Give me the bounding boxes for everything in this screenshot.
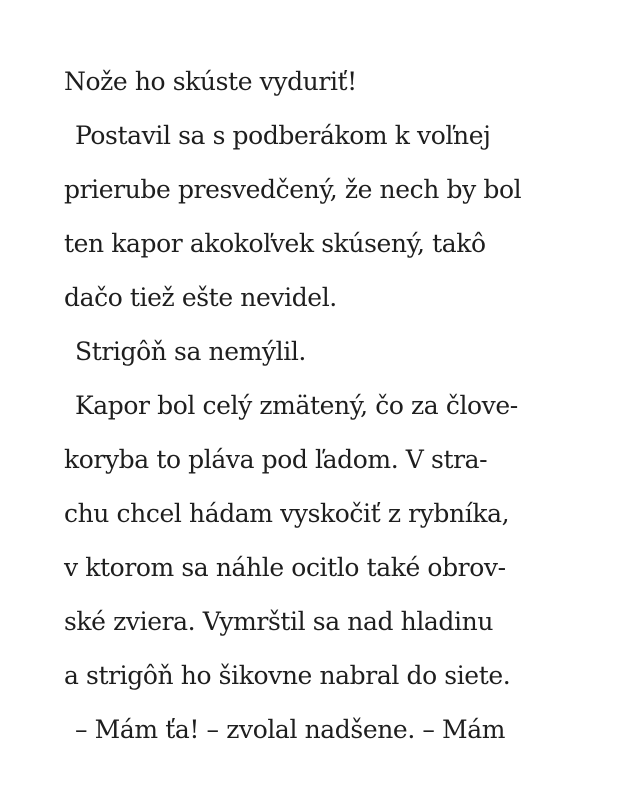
text-line: koryba to pláva pod ľadom. V stra-	[64, 445, 488, 474]
text-line: chu chcel hádam vyskočiť z rybníka,	[64, 499, 510, 528]
text-line: ten kapor akokoľvek skúsený, takô	[64, 229, 486, 258]
text-line: dačo tiež ešte nevidel.	[64, 283, 337, 312]
text-line: prierube presvedčený, že nech by bol	[64, 175, 522, 204]
text-line: Postavil sa s podberákom k voľnej	[75, 121, 491, 150]
text-line: – Mám ťa! – zvolal nadšene. – Mám	[75, 715, 506, 744]
text-line: a strigôň ho šikovne nabral do siete.	[64, 661, 511, 690]
text-line: ské zviera. Vymrštil sa nad hladinu	[64, 607, 494, 636]
text-line: Kapor bol celý zmätený, čo za člove-	[75, 391, 518, 420]
text-line: Strigôň sa nemýlil.	[75, 337, 306, 366]
text-line: Nože ho skúste vyduriť!	[64, 67, 357, 96]
body-text	[64, 55, 584, 757]
text-line: v ktorom sa náhle ocitlo také obrov-	[64, 553, 506, 582]
